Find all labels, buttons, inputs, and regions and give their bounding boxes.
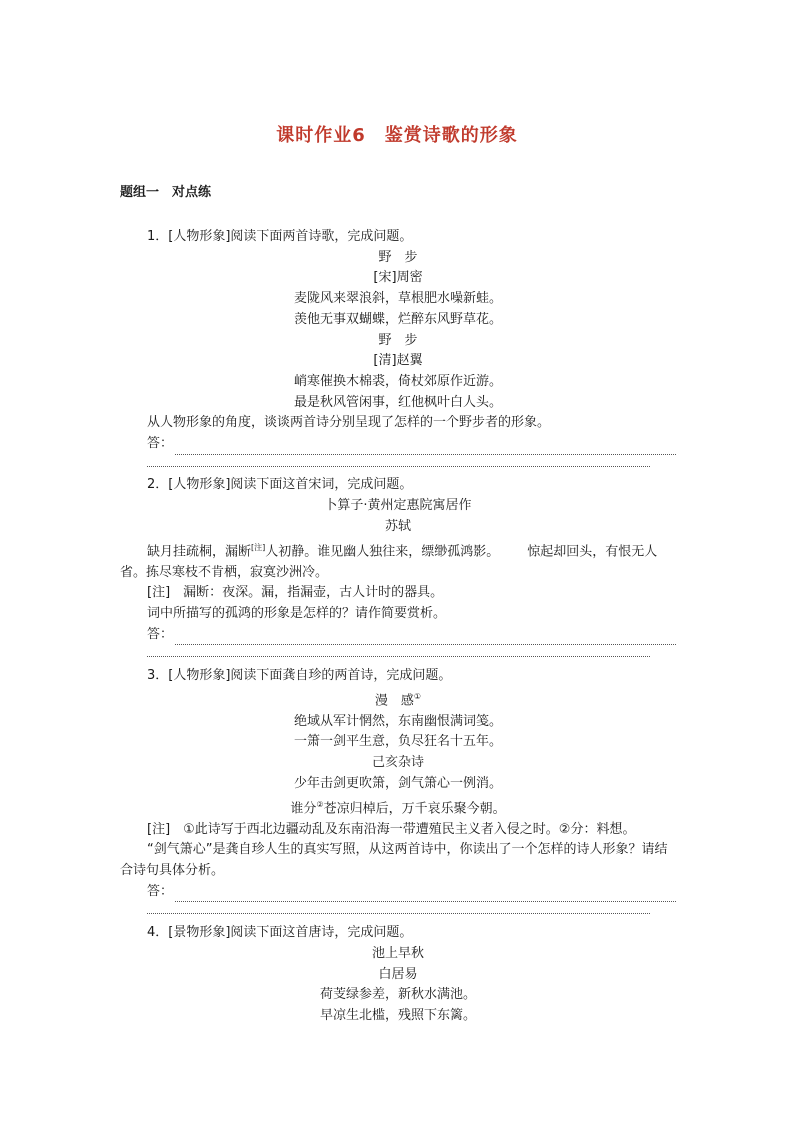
q2-poem-title: 卜算子·黄州定惠院寓居作 xyxy=(324,498,472,514)
q1-poem2-author: [清]赵翼 xyxy=(373,353,423,369)
q1-poem1-title: 野 步 xyxy=(378,249,418,265)
q3-poem1-line: 绝域从军计惘然，东南幽恨满词笺。 xyxy=(293,713,502,729)
worksheet-content xyxy=(120,227,676,1027)
q4-poem-line: 早凉生北槛，残照下东篱。 xyxy=(319,1007,476,1023)
q3-poem1-title: 漫 感① xyxy=(374,691,422,709)
q3-answer-line-2[interactable] xyxy=(120,902,676,923)
q2-question: 词中所描写的孤鸿的形象是怎样的？请作简要赏析。 xyxy=(147,605,447,621)
q4-stem: 4．[景物形象]阅读下面这首唐诗，完成问题。 xyxy=(147,925,413,941)
q1-question: 从人物形象的角度，谈谈两首诗分别呈现了怎样的一个野步者的形象。 xyxy=(147,415,551,431)
q1-poem2-title: 野 步 xyxy=(378,332,418,348)
q1-poem1-line: 麦陇风来翠浪斜，草根肥水噪新蛙。 xyxy=(293,291,502,307)
q3-answer-line[interactable] xyxy=(120,882,676,903)
page-title: 课时作业6 鉴赏诗歌的形象 xyxy=(276,125,518,146)
q2-stem: 2．[人物形象]阅读下面这首宋词，完成问题。 xyxy=(147,477,413,493)
q3-poem2-line: 少年击剑更吹箫，剑气箫心一例消。 xyxy=(293,775,502,791)
answer-label: 答： xyxy=(147,883,174,899)
q2-note: [注] 漏断：夜深。漏，指漏壶，古人计时的器具。 xyxy=(147,585,444,601)
q3-poem2-title: 己亥杂诗 xyxy=(371,755,424,771)
answer-dotted-rule xyxy=(175,891,676,902)
q1-answer-line[interactable] xyxy=(120,434,676,455)
answer-dotted-rule xyxy=(175,444,676,455)
q4-poem-author: 白居易 xyxy=(378,966,418,982)
q1-poem2-line: 最是秋风管闲事，红他枫叶白人头。 xyxy=(293,394,502,410)
q3-stem: 3．[人物形象]阅读下面龚自珍的两首诗，完成问题。 xyxy=(147,668,452,684)
q3-note: [注] ①此诗写于西北边疆动乱及东南沿海一带遭殖民主义者入侵之时。②分：料想。 xyxy=(147,821,636,837)
answer-label: 答： xyxy=(147,626,174,642)
q2-answer-line[interactable] xyxy=(120,625,676,646)
q3-poem1-line: 一箫一剑平生意，负尽狂名十五年。 xyxy=(293,734,502,750)
q4-poem-line: 荷芰绿参差，新秋水满池。 xyxy=(319,987,476,1003)
q2-poem-author: 苏轼 xyxy=(384,518,411,534)
q1-stem: 1．[人物形象]阅读下面两首诗歌，完成问题。 xyxy=(147,229,413,244)
answer-dotted-rule xyxy=(175,634,676,645)
q2-answer-line-2[interactable] xyxy=(120,645,676,666)
q4-poem-title: 池上早秋 xyxy=(371,945,424,961)
note-marker: [注] xyxy=(251,542,266,552)
q1-poem2-line: 峭寒催换木棉裘，倚杖郊原作近游。 xyxy=(293,373,502,389)
note-marker: ① xyxy=(413,691,422,701)
group-heading: 题组一 对点练 xyxy=(120,185,212,200)
q1-answer-line-2[interactable] xyxy=(120,455,676,476)
q3-poem2-line: 谁分②苍凉归棹后，万千哀乐聚今朝。 xyxy=(290,799,506,816)
q1-poem1-line: 羡他无事双蝴蝶，烂醉东风野草花。 xyxy=(293,311,502,327)
q2-poem-text: 缺月挂疏桐，漏断[注]人初静。谁见幽人独往来，缥缈孤鸿影。 惊起却回头，有恨无人省。拣尽寒枝不肯栖，寂寞沙洲冷。 xyxy=(120,542,658,580)
note-marker: ② xyxy=(316,799,324,809)
answer-label: 答： xyxy=(147,436,174,452)
q3-question: “剑气箫心”是龚自珍人生的真实写照，从这两首诗中，你读出了一个怎样的诗人形象？请结合诗句具体分析。 xyxy=(120,842,668,879)
q1-poem1-author: [宋]周密 xyxy=(373,270,423,286)
